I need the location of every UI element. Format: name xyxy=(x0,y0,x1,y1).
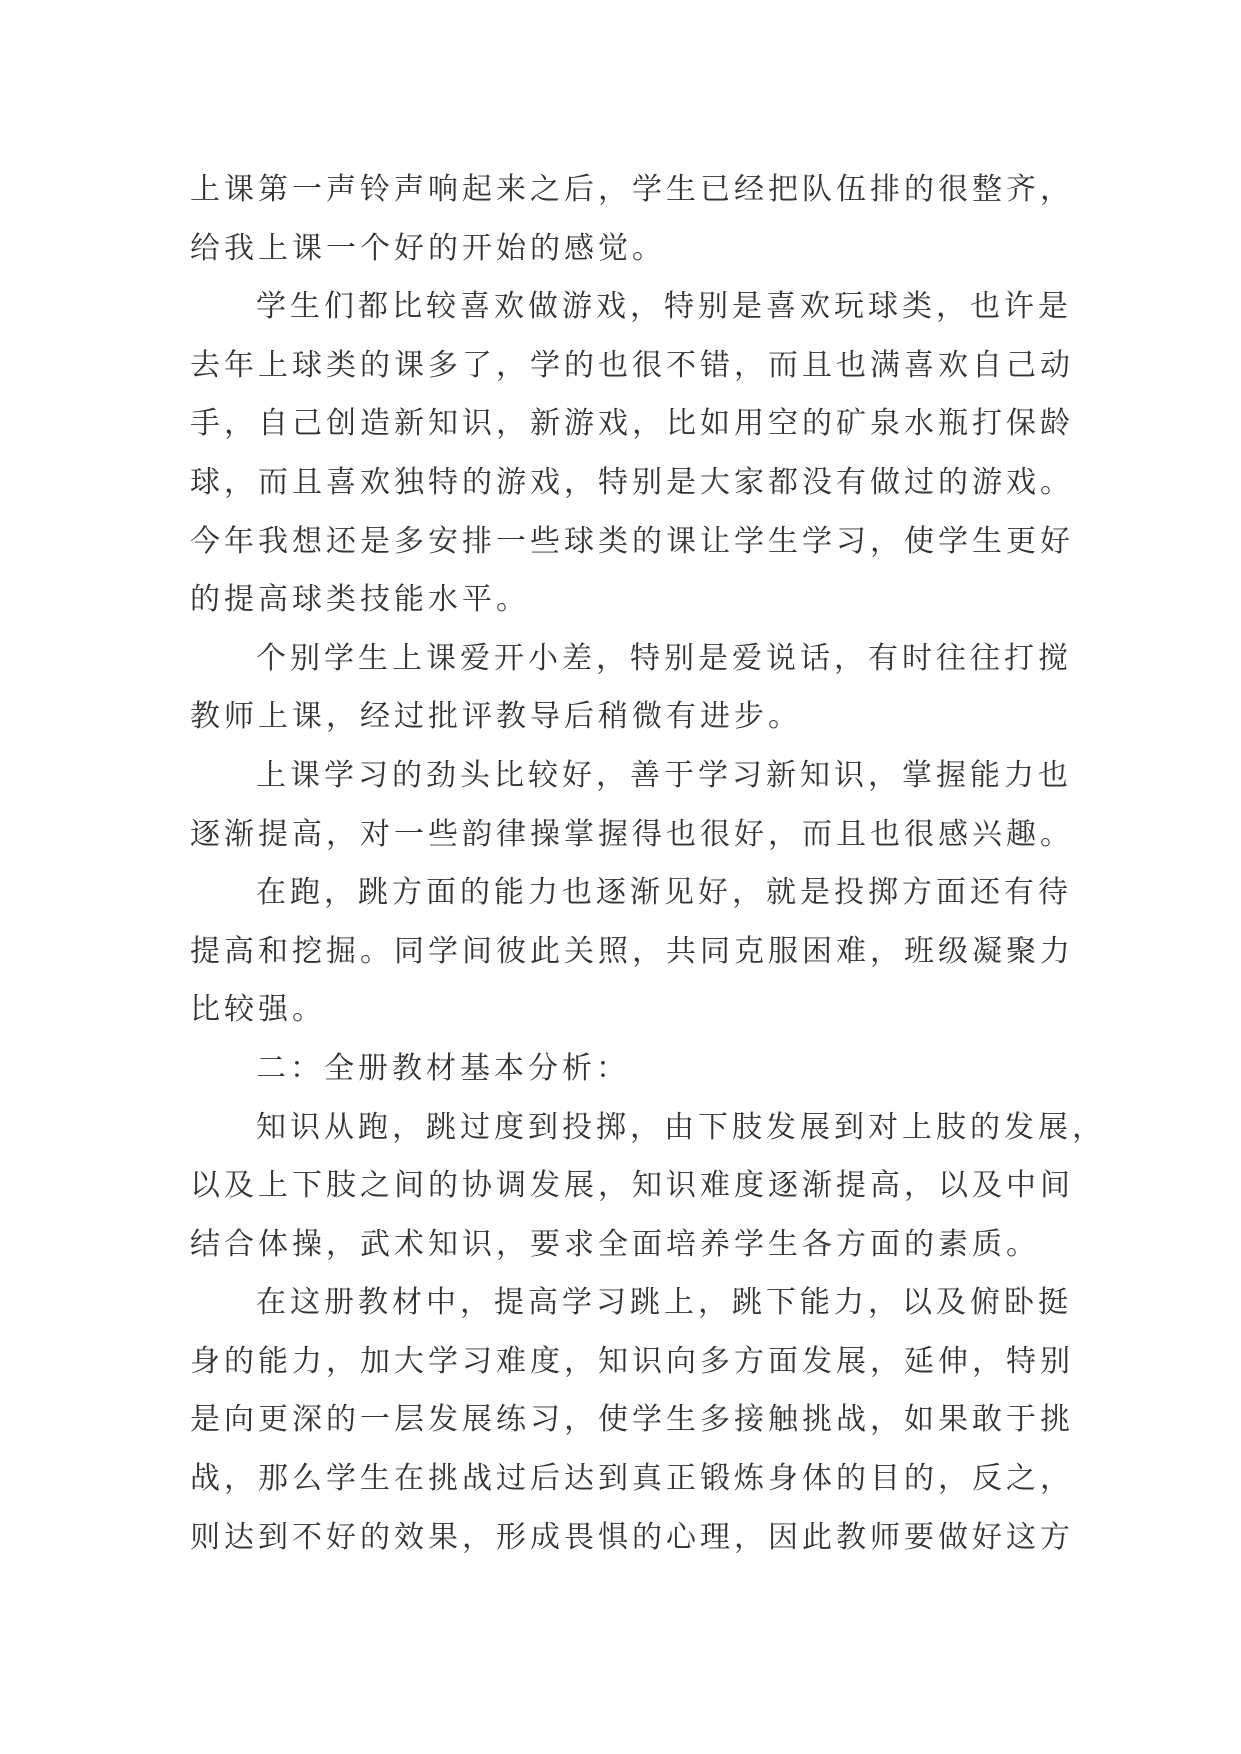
text-line: 手，自己创造新知识，新游戏，比如用空的矿泉水瓶打保龄 xyxy=(190,406,1074,442)
text-line: 给我上课一个好的开始的感觉。 xyxy=(190,230,666,266)
document-body xyxy=(190,161,1106,1567)
text-line: 今年我想还是多安排一些球类的课让学生学习，使学生更好 xyxy=(190,523,1074,559)
text-line: 教师上课，经过批评教导后稍微有进步。 xyxy=(190,699,802,735)
text-line: 则达到不好的效果，形成畏惧的心理，因此教师要做好这方 xyxy=(190,1519,1074,1555)
text-line: 是向更深的一层发展练习，使学生多接触挑战，如果敢于挑 xyxy=(190,1402,1074,1438)
text-line: 战，那么学生在挑战过后达到真正锻炼身体的目的，反之， xyxy=(190,1461,1074,1497)
text-line: 上课学习的劲头比较好，善于学习新知识，掌握能力也 xyxy=(256,757,1072,793)
text-line: 个别学生上课爱开小差，特别是爱说话，有时往往打搅 xyxy=(256,640,1072,676)
text-line: 以及上下肢之间的协调发展，知识难度逐渐提高，以及中间 xyxy=(190,1168,1074,1204)
text-line: 二：全册教材基本分析： xyxy=(256,1050,630,1086)
text-line: 的提高球类技能水平。 xyxy=(190,582,530,618)
text-line: 比较强。 xyxy=(190,992,326,1028)
text-line: 知识从跑，跳过度到投掷，由下肢发展到对上肢的发展， xyxy=(256,1109,1106,1145)
text-line: 身的能力，加大学习难度，知识向多方面发展，延伸，特别 xyxy=(190,1343,1074,1379)
text-line: 结合体操，武术知识，要求全面培养学生各方面的素质。 xyxy=(190,1226,1040,1262)
text-line: 上课第一声铃声响起来之后，学生已经把队伍排的很整齐， xyxy=(190,172,1074,207)
text-line: 在跑，跳方面的能力也逐渐见好，就是投掷方面还有待 xyxy=(256,875,1072,911)
text-line: 学生们都比较喜欢做游戏，特别是喜欢玩球类，也许是 xyxy=(256,289,1072,325)
text-line: 去年上球类的课多了，学的也很不错，而且也满喜欢自己动 xyxy=(190,347,1074,383)
text-line: 提高和挖掘。同学间彼此关照，共同克服困难，班级凝聚力 xyxy=(190,933,1074,969)
text-line: 逐渐提高，对一些韵律操掌握得也很好，而且也很感兴趣。 xyxy=(190,816,1074,852)
text-line: 球，而且喜欢独特的游戏，特别是大家都没有做过的游戏。 xyxy=(190,464,1074,500)
text-line: 在这册教材中，提高学习跳上，跳下能力，以及俯卧挺 xyxy=(256,1285,1072,1321)
